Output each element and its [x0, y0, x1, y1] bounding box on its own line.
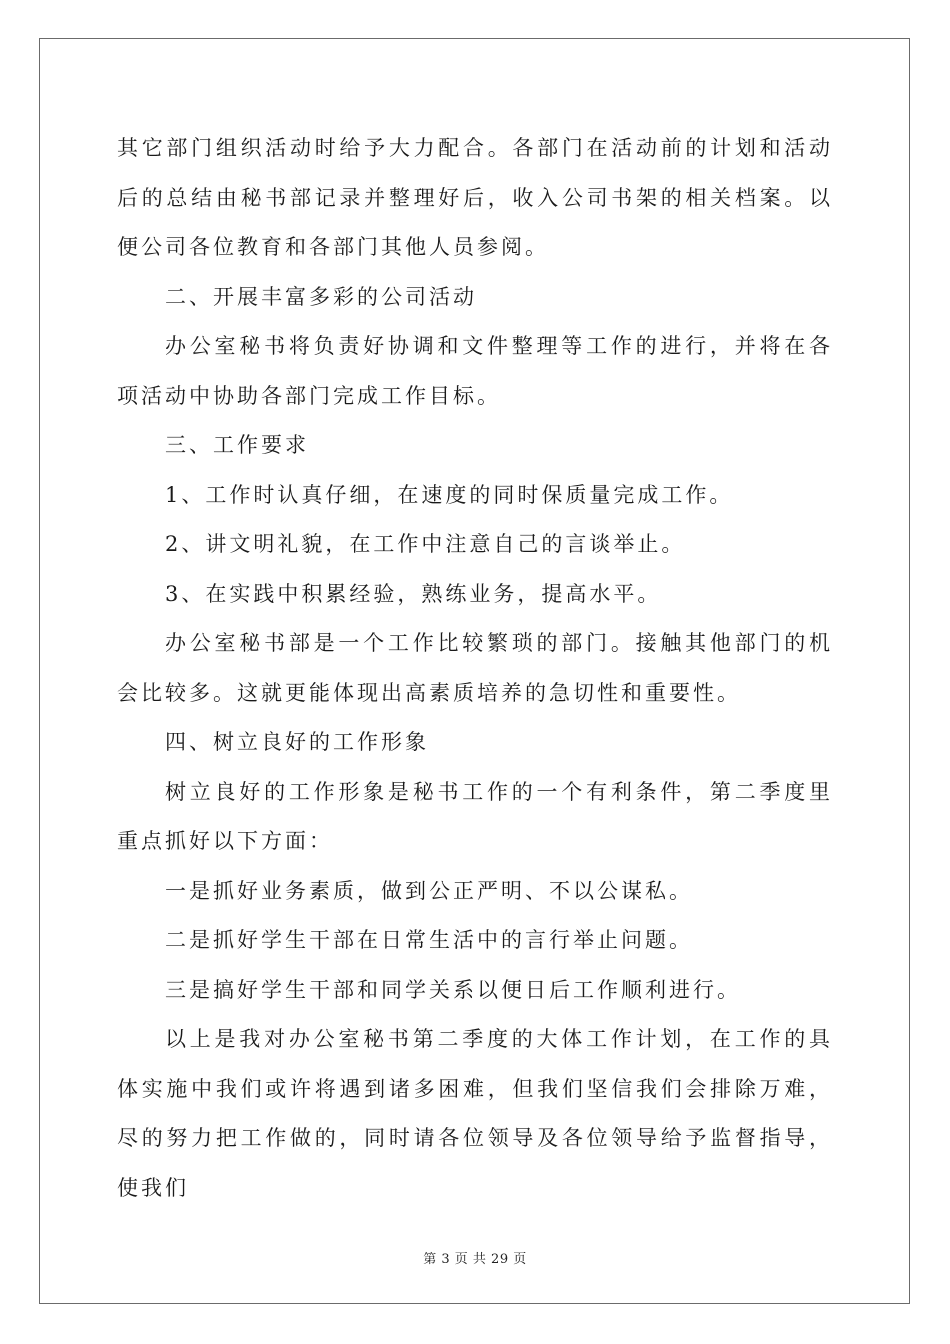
list-item: 一是抓好业务素质，做到公正严明、不以公谋私。	[165, 878, 693, 903]
list-item: 2、讲文明礼貌，在工作中注意自己的言谈举止。	[165, 532, 686, 556]
paragraph: 树立良好的工作形象是秘书工作的一个有利条件，第二季度里重点抓好以下方面：	[117, 779, 833, 853]
section-heading: 四、树立良好的工作形象	[165, 730, 429, 754]
list-item: 1、工作时认真仔细，在速度的同时保质量完成工作。	[165, 482, 734, 507]
section-heading: 二、开展丰富多彩的公司活动	[165, 284, 477, 309]
paragraph: 办公室秘书将负责好协调和文件整理等工作的进行，并将在各项活动中协助各部门完成工作目标。	[117, 334, 833, 408]
list-item: 三是搞好学生干部和同学关系以便日后工作顺利进行。	[165, 977, 741, 1002]
section-heading: 三、工作要求	[165, 433, 309, 457]
page-number-footer: 第 3 页 共 29 页	[423, 1252, 527, 1267]
list-item: 二是抓好学生干部在日常生活中的言行举止问题。	[165, 928, 693, 952]
paragraph: 办公室秘书部是一个工作比较繁琐的部门。接触其他部门的机会比较多。这就更能体现出高素质培养的急切性和重要性。	[117, 631, 833, 705]
list-item: 3、在实践中积累经验，熟练业务，提高水平。	[165, 581, 662, 606]
document-body	[117, 124, 833, 1213]
paragraph: 其它部门组织活动时给予大力配合。各部门在活动前的计划和活动后的总结由秘书部记录并整理好后，收入公司书架的相关档案。以便公司各位教育和各部门其他人员参阅。	[117, 136, 833, 259]
paragraph: 以上是我对办公室秘书第二季度的大体工作计划，在工作的具体实施中我们或许将遇到诸多困难，但我们坚信我们会排除万难，尽的努力把工作做的，同时请各位领导及各位领导给予监督指导，使我们	[117, 1027, 833, 1200]
